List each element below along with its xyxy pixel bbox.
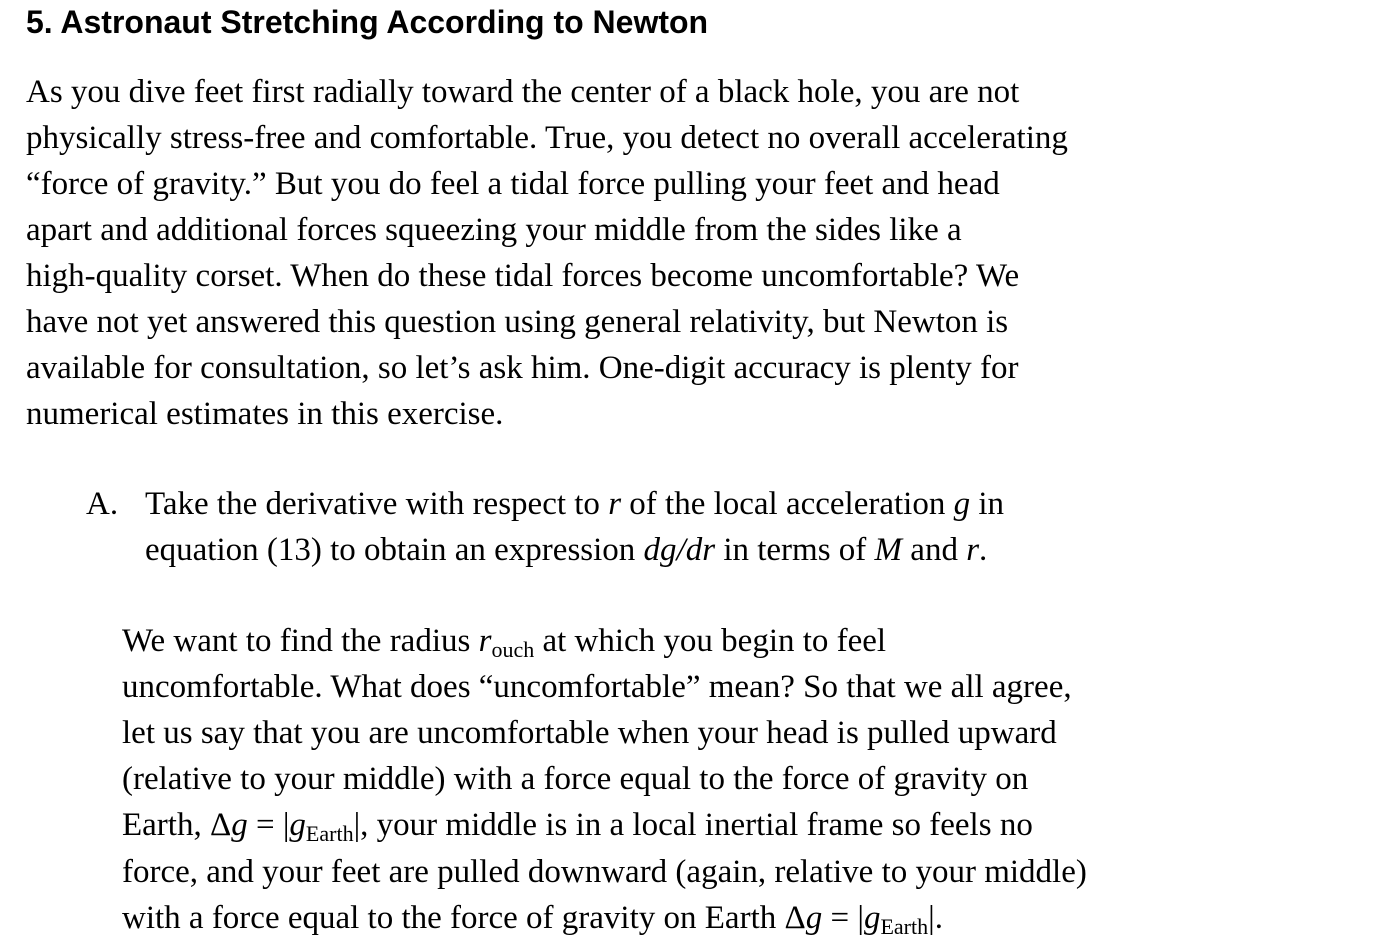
- var-M: M: [874, 532, 903, 568]
- intro-line: As you dive feet first radially toward the center of a black hole, you are not: [26, 74, 1020, 110]
- followup-line-2: uncomfortable. What does “uncomfortable” mean? So that we all agree,: [122, 669, 1072, 705]
- followup-line-7: with a force equal to the force of gravity on Earth $\Delta g = |g_{Earth}|$.: [122, 900, 943, 939]
- intro-line: available for consultation, so let’s ask him. One-digit accuracy is plenty for: [26, 350, 1019, 386]
- var-g: g: [953, 486, 971, 522]
- intro-line: high-quality corset. When do these tidal forces become uncomfortable? We: [26, 258, 1020, 294]
- var-r: r: [608, 486, 622, 522]
- intro-line: physically stress-free and comfortable. True, you detect no overall accelerating: [26, 120, 1068, 156]
- intro-line: numerical estimates in this exercise.: [26, 396, 504, 432]
- intro-line: apart and additional forces squeezing your middle from the sides like a: [26, 212, 962, 248]
- intro-line: “force of gravity.” But you do feel a tidal force pulling your feet and head: [26, 166, 1000, 202]
- part-a-line-1: Take the derivative with respect to r of the local acceleration g in: [145, 486, 1005, 522]
- section-heading: 5. Astronaut Stretching According to Newton: [26, 4, 709, 40]
- part-a-label: A.: [86, 486, 119, 522]
- followup-line-1: We want to find the radius $r_{ouch}$ at which you begin to feel: [122, 623, 887, 662]
- derivative-expression: dg/dr: [643, 532, 716, 568]
- var-r: r: [966, 532, 980, 568]
- followup-line-6: force, and your feet are pulled downward (again, relative to your middle): [122, 854, 1087, 890]
- intro-line: have not yet answered this question using general relativity, but Newton is: [26, 304, 1009, 340]
- followup-line-4: (relative to your middle) with a force equal to the force of gravity on: [122, 761, 1029, 797]
- part-a-line-2: equation (13) to obtain an expression dg/dr in terms of M and r.: [145, 532, 988, 568]
- followup-line-5: Earth, $\Delta g = |g_{Earth}|$, your middle is in a local inertial frame so feels no: [122, 807, 1033, 846]
- followup-line-3: let us say that you are uncomfortable when your head is pulled upward: [122, 715, 1057, 751]
